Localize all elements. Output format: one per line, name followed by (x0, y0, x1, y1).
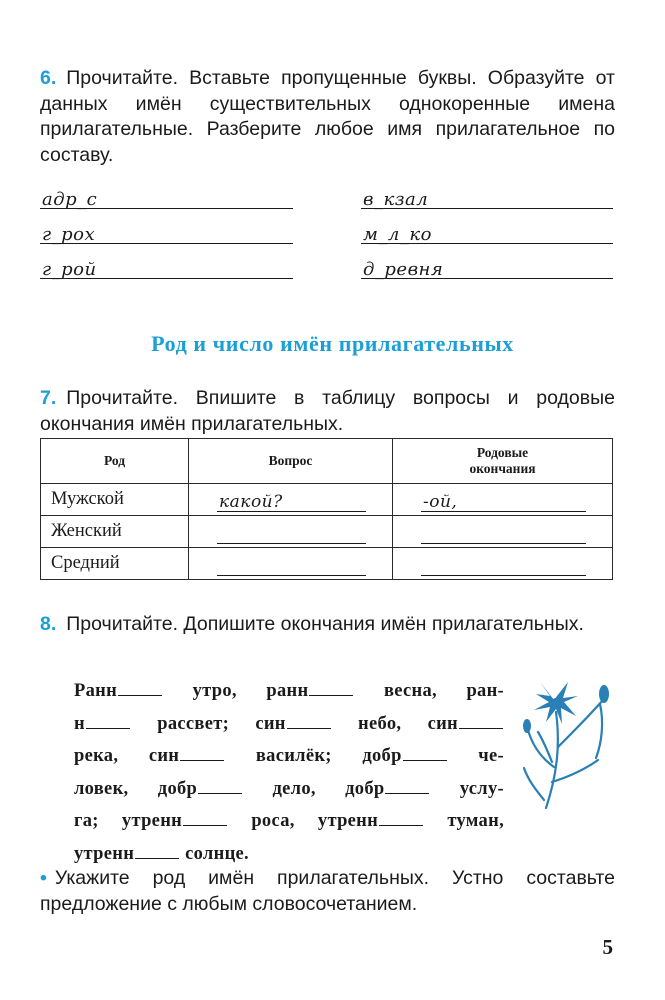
table-row (41, 516, 613, 548)
blank[interactable] (309, 677, 353, 697)
word-4: в_кзал (363, 189, 429, 210)
header-question: Вопрос (189, 439, 393, 484)
word-6: д_ревня (363, 259, 444, 280)
blank[interactable] (385, 774, 429, 794)
table-row (41, 548, 613, 580)
word-2: г_рох (42, 224, 96, 245)
word-3: г_рой (42, 259, 97, 280)
cornflower-illustration (518, 672, 613, 812)
section-heading: Род и число имён прилагательных (151, 331, 514, 356)
blank[interactable] (180, 742, 224, 762)
header-endings: Родовые окончания (393, 439, 613, 484)
answer-line-2[interactable] (40, 217, 293, 244)
phrase-line-1: Ранн утро, ранн весна, ран- (74, 675, 504, 708)
blank[interactable] (118, 677, 162, 697)
exercise-6-number: 6. (40, 67, 57, 89)
row-gender: Средний (41, 548, 189, 580)
exercise-8-instructions (40, 612, 615, 638)
phrase-line-5: га; утренн роса, утренн туман, (74, 805, 504, 838)
blank[interactable] (183, 807, 227, 827)
row-question: какой? (219, 492, 283, 512)
phrase-line-3: река, син василёк; добр че- (74, 740, 504, 773)
exercise-8-number: 8. (40, 613, 57, 635)
row-question-cell[interactable] (189, 548, 393, 580)
row-ending-cell[interactable] (393, 516, 613, 548)
phrase-line-2: н рассвет; син небо, син (74, 708, 504, 741)
blank[interactable] (86, 709, 130, 729)
row-gender: Мужской (41, 484, 189, 516)
row-ending-cell[interactable] (393, 484, 613, 516)
row-question-cell[interactable] (189, 484, 393, 516)
exercise-7-text: Прочитайте. Впишите в таблицу вопросы и родовые окончания имён прилагательных. (40, 387, 615, 435)
word-5: м_л_ко (363, 224, 432, 245)
exercise-7-instructions (40, 386, 615, 437)
table-row (41, 484, 613, 516)
exercise-8-task: • Укажите род имён прилагательных. Устно составьте предложение с любым словосочетанием. (40, 867, 615, 915)
gender-table (40, 438, 613, 580)
answer-line-1[interactable] (40, 182, 293, 209)
blank[interactable] (403, 742, 447, 762)
table-header-row (41, 439, 613, 484)
answer-line-5[interactable] (361, 217, 613, 244)
row-question-cell[interactable] (189, 516, 393, 548)
phrase-line-6: утренн солнце. (74, 838, 504, 871)
row-gender: Женский (41, 516, 189, 548)
exercise-7-number: 7. (40, 387, 57, 409)
blank[interactable] (287, 709, 331, 729)
row-ending: -ой, (423, 492, 458, 512)
blank[interactable] (198, 774, 242, 794)
bullet-icon: • (40, 867, 47, 889)
exercise-8-phrases (74, 675, 504, 870)
answer-line-4[interactable] (361, 182, 613, 209)
blank[interactable] (379, 807, 423, 827)
word-1: адр_с (42, 189, 98, 210)
answer-line-6[interactable] (361, 252, 613, 279)
page-number: 5 (602, 935, 613, 959)
exercise-6-instructions (40, 66, 615, 168)
exercise-8-text: Прочитайте. Допишите окончания имён прилагательных. (66, 613, 584, 635)
blank[interactable] (135, 839, 179, 859)
phrase-line-4: ловек, добр дело, добр услу- (74, 773, 504, 806)
answer-line-3[interactable] (40, 252, 293, 279)
row-ending-cell[interactable] (393, 548, 613, 580)
exercise-6-text: Прочитайте. Вставьте пропущенные буквы. Образуйте от данных имён существительных однокоренные имена прилагательные. Разберите любое имя прилагательное по составу. (40, 67, 615, 166)
header-gender: Род (41, 439, 189, 484)
blank[interactable] (459, 709, 503, 729)
